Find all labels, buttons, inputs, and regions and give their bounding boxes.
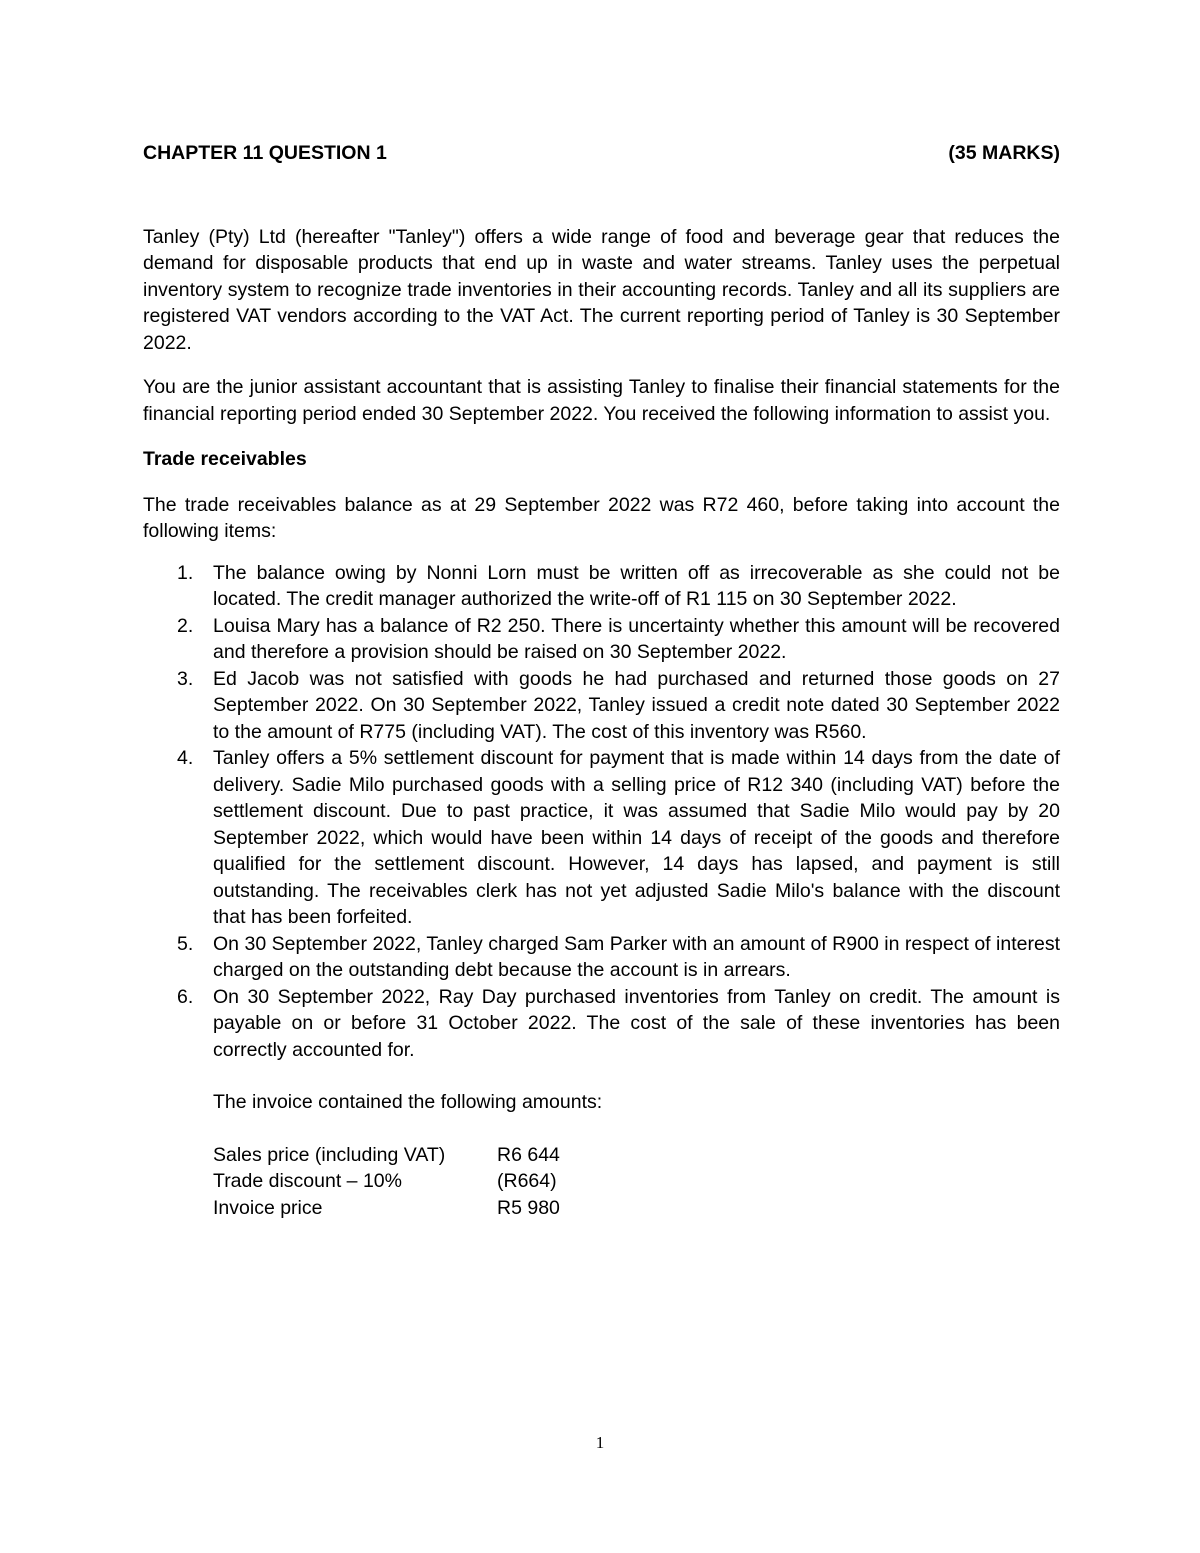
invoice-label: Trade discount – 10% (213, 1170, 402, 1192)
list-item (143, 984, 1060, 1064)
list-item (143, 666, 1060, 746)
receivables-items-list (143, 560, 1060, 1064)
list-item (143, 560, 1060, 613)
invoice-intro: The invoice contained the following amounts: (213, 1091, 603, 1113)
list-item-text: On 30 September 2022, Tanley charged Sam Parker with an amount of R900 in respect of interest charged on the outstanding debt because the account is in arrears. (213, 932, 1060, 981)
question-header (143, 140, 1060, 167)
invoice-label: Sales price (including VAT) (213, 1143, 446, 1166)
page-content (143, 140, 1060, 1221)
table-row (213, 1168, 560, 1195)
list-item (143, 931, 1060, 984)
list-item-number: 6. (177, 985, 194, 1008)
list-item-text: Ed Jacob was not satisfied with goods he had purchased and returned those goods on 27 September 2022. On 30 September 2022, Tanley issued a credit note dated 30 September 2022 to the amount of R775 (including VAT). The cost of this inventory was R560. (213, 667, 1060, 743)
invoice-value: R6 644 (497, 1143, 560, 1166)
list-item-text: Tanley offers a 5% settlement discount for payment that is made within 14 days from the date of delivery. Sadie Milo purchased goods with a selling price of R12 340 (including VAT) before the settlement discount. Due to past practice, it was assumed that Sadie Milo would pay by 20 September 2022, which would have been within 14 days of receipt of the goods and therefore qualified for the settlement discount. However, 14 days has lapsed, and payment is still outstanding. The receivables clerk has not yet adjusted Sadie Milo's balance with the discount that has been forfeited. (213, 747, 1060, 928)
trade-receivables-heading: Trade receivables (143, 448, 307, 470)
list-item-number: 5. (177, 932, 194, 955)
list-item-number: 3. (177, 667, 194, 690)
assistant-paragraph: You are the junior assistant accountant that is assisting Tanley to finalise their financial statements for the financial reporting period ended 30 September 2022. You received the following information to assist you. (143, 376, 1060, 425)
invoice-label: Invoice price (213, 1196, 323, 1219)
list-item (143, 745, 1060, 931)
list-item-number: 2. (177, 614, 194, 637)
list-item-number: 1. (177, 561, 194, 584)
invoice-value: (R664) (497, 1170, 557, 1192)
page-number: 1 (595, 1433, 605, 1452)
question-marks: (35 MARKS) (948, 142, 1060, 164)
invoice-value: R5 980 (497, 1196, 560, 1219)
list-item (143, 613, 1060, 666)
invoice-block (143, 1089, 1060, 1221)
list-item-text: Louisa Mary has a balance of R2 250. There is uncertainty whether this amount will be recovered and therefore a provision should be raised on 30 September 2022. (213, 614, 1060, 663)
table-row (213, 1142, 560, 1169)
question-title: CHAPTER 11 QUESTION 1 (143, 142, 387, 164)
trade-receivables-intro: The trade receivables balance as at 29 September 2022 was R72 460, before taking into account the following items: (143, 493, 1060, 542)
invoice-table (213, 1142, 560, 1222)
table-row (213, 1195, 560, 1222)
list-item-text: The balance owing by Nonni Lorn must be written off as irrecoverable as she could not be located. The credit manager authorized the write-off of R1 115 on 30 September 2022. (213, 561, 1060, 610)
list-item-number: 4. (177, 747, 194, 769)
intro-paragraph: Tanley (Pty) Ltd (hereafter "Tanley") offers a wide range of food and beverage gear that reduces the demand for disposable products that end up in waste and water streams. Tanley uses the perpetual inventory system to recognize trade inventories in their accounting records. Tanley and all its suppliers are registered VAT vendors according to the VAT Act. The current reporting period of Tanley is 30 September 2022. (143, 225, 1060, 354)
list-item-text: On 30 September 2022, Ray Day purchased inventories from Tanley on credit. The amount is payable on or before 31 October 2022. The cost of the sale of these inventories has been correctly accounted for. (213, 985, 1060, 1061)
